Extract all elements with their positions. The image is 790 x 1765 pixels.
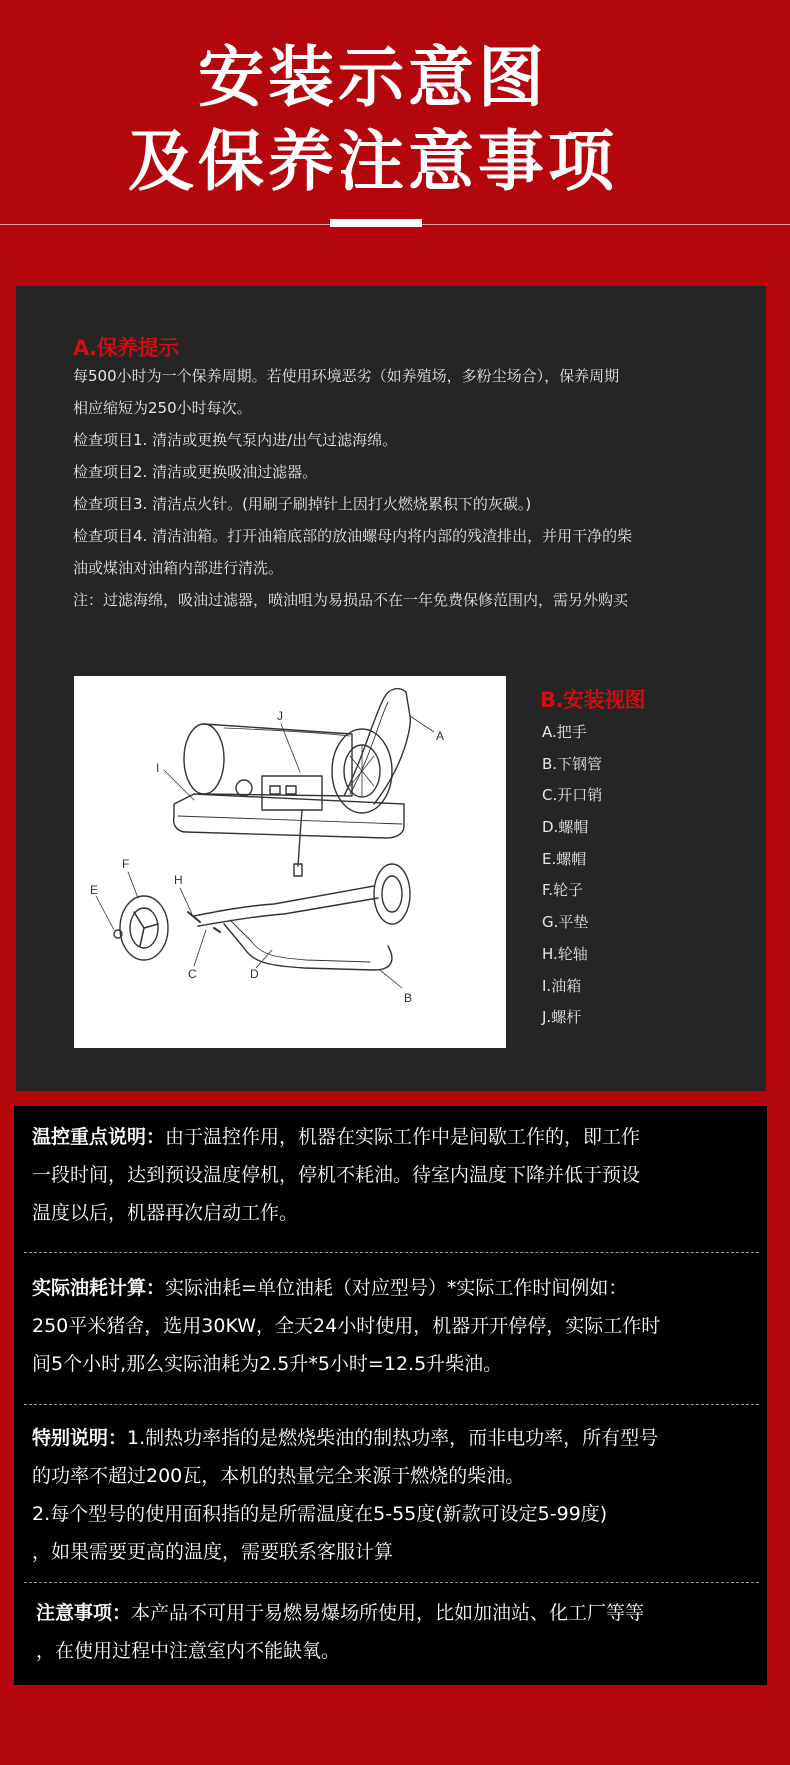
heater-line-drawing xyxy=(74,676,506,1048)
note-special xyxy=(32,1419,752,1571)
note-fuel-calculation xyxy=(32,1269,752,1383)
maintenance-install-panel xyxy=(16,286,766,1091)
parts-list xyxy=(542,722,602,1039)
diagram-label-e: E xyxy=(90,883,99,897)
diagram-label-h: H xyxy=(174,873,183,887)
maintenance-title: A.保养提示 xyxy=(73,336,179,360)
part-item: D.螺帽 xyxy=(542,818,589,837)
maintenance-line: 油或煤油对油箱内部进行清洗。 xyxy=(73,559,284,577)
note-text: 一段时间，达到预设温度停机，停机不耗油。待室内温度下降并低于预设 xyxy=(32,1164,641,1186)
part-item: J.螺杆 xyxy=(542,1008,582,1027)
heater-assembly-diagram xyxy=(74,676,506,1048)
part-item: A.把手 xyxy=(542,723,587,741)
note-text: 250平米猪舍，选用30KW，全天24小时使用，机器开开停停，实际工作时 xyxy=(32,1315,661,1337)
maintenance-line: 相应缩短为250小时每次。 xyxy=(73,399,252,417)
dashed-divider xyxy=(24,1404,759,1405)
note-text: ，如果需要更高的温度，需要联系客服计算 xyxy=(32,1541,394,1563)
page-title-line2: 及保养注意事项 xyxy=(128,123,618,200)
part-item: E.螺帽 xyxy=(542,849,587,868)
header-banner xyxy=(0,0,790,232)
maintenance-line: 检查项目2. 清洁或更换吸油过滤器。 xyxy=(73,463,318,481)
part-item: G.平垫 xyxy=(542,913,589,932)
note-text: ，在使用过程中注意室内不能缺氧。 xyxy=(36,1640,341,1662)
diagram-label-f: F xyxy=(122,857,130,871)
diagram-label-a: A xyxy=(436,729,445,743)
note-text: 间5个小时,那么实际油耗为2.5升*5小时=12.5升柴油。 xyxy=(32,1353,503,1375)
dashed-divider xyxy=(24,1252,759,1253)
maintenance-line: 注：过滤海绵，吸油过滤器，喷油咀为易损品不在一年免费保修范围内，需另外购买 xyxy=(73,591,629,609)
diagram-label-j: J xyxy=(277,709,283,723)
part-item: F.轮子 xyxy=(542,881,583,900)
part-item: B.下钢管 xyxy=(542,754,603,773)
page-title-line1: 安装示意图 xyxy=(198,39,548,116)
note-label: 实际油耗计算： xyxy=(32,1277,166,1299)
note-text: 的功率不超过200瓦，本机的热量完全来源于燃烧的柴油。 xyxy=(32,1465,525,1487)
diagram-label-c: C xyxy=(188,967,197,981)
diagram-label-b: B xyxy=(404,991,413,1005)
part-item: I.油箱 xyxy=(542,976,582,995)
notes-panel xyxy=(14,1106,767,1685)
maintenance-line: 检查项目1. 清洁或更换气泵内进/出气过滤海绵。 xyxy=(73,431,398,449)
part-item: C.开口销 xyxy=(542,786,603,805)
note-label: 注意事项： xyxy=(36,1602,132,1624)
install-title: B.安装视图 xyxy=(540,688,645,712)
note-text: 温度以后，机器再次启动工作。 xyxy=(32,1202,299,1224)
note-caution xyxy=(36,1594,756,1670)
note-text: 1.制热功率指的是燃烧柴油的制热功率，而非电功率，所有型号 xyxy=(127,1427,659,1449)
note-text: 2.每个型号的使用面积指的是所需温度在5-55度(新款可设定5-99度) xyxy=(32,1503,608,1525)
note-text: 由于温控作用，机器在实际工作中是间歇工作的，即工作 xyxy=(165,1126,641,1148)
maintenance-line: 每500小时为一个保养周期。若使用环境恶劣（如养殖场，多粉尘场合），保养周期 xyxy=(73,367,620,385)
part-item: H.轮轴 xyxy=(542,944,588,963)
note-label: 特别说明： xyxy=(32,1427,128,1449)
dashed-divider xyxy=(24,1582,759,1583)
maintenance-line: 检查项目4. 清洁油箱。打开油箱底部的放油螺母内将内部的残渣排出，并用干净的柴 xyxy=(73,527,633,545)
note-text: 实际油耗=单位油耗（对应型号）*实际工作时间例如： xyxy=(165,1277,628,1299)
maintenance-line: 检查项目3. 清洁点火针。(用刷子刷掉针上因打火燃烧累积下的灰碳。) xyxy=(73,495,532,513)
header-accent-bar xyxy=(330,219,422,227)
note-label: 温控重点说明： xyxy=(32,1126,166,1148)
note-temperature-control xyxy=(32,1118,752,1232)
diagram-label-d: D xyxy=(250,967,259,981)
note-text: 本产品不可用于易燃易爆场所使用，比如加油站、化工厂等等 xyxy=(131,1602,645,1624)
maintenance-text xyxy=(73,366,753,622)
diagram-label-i: I xyxy=(156,761,160,775)
